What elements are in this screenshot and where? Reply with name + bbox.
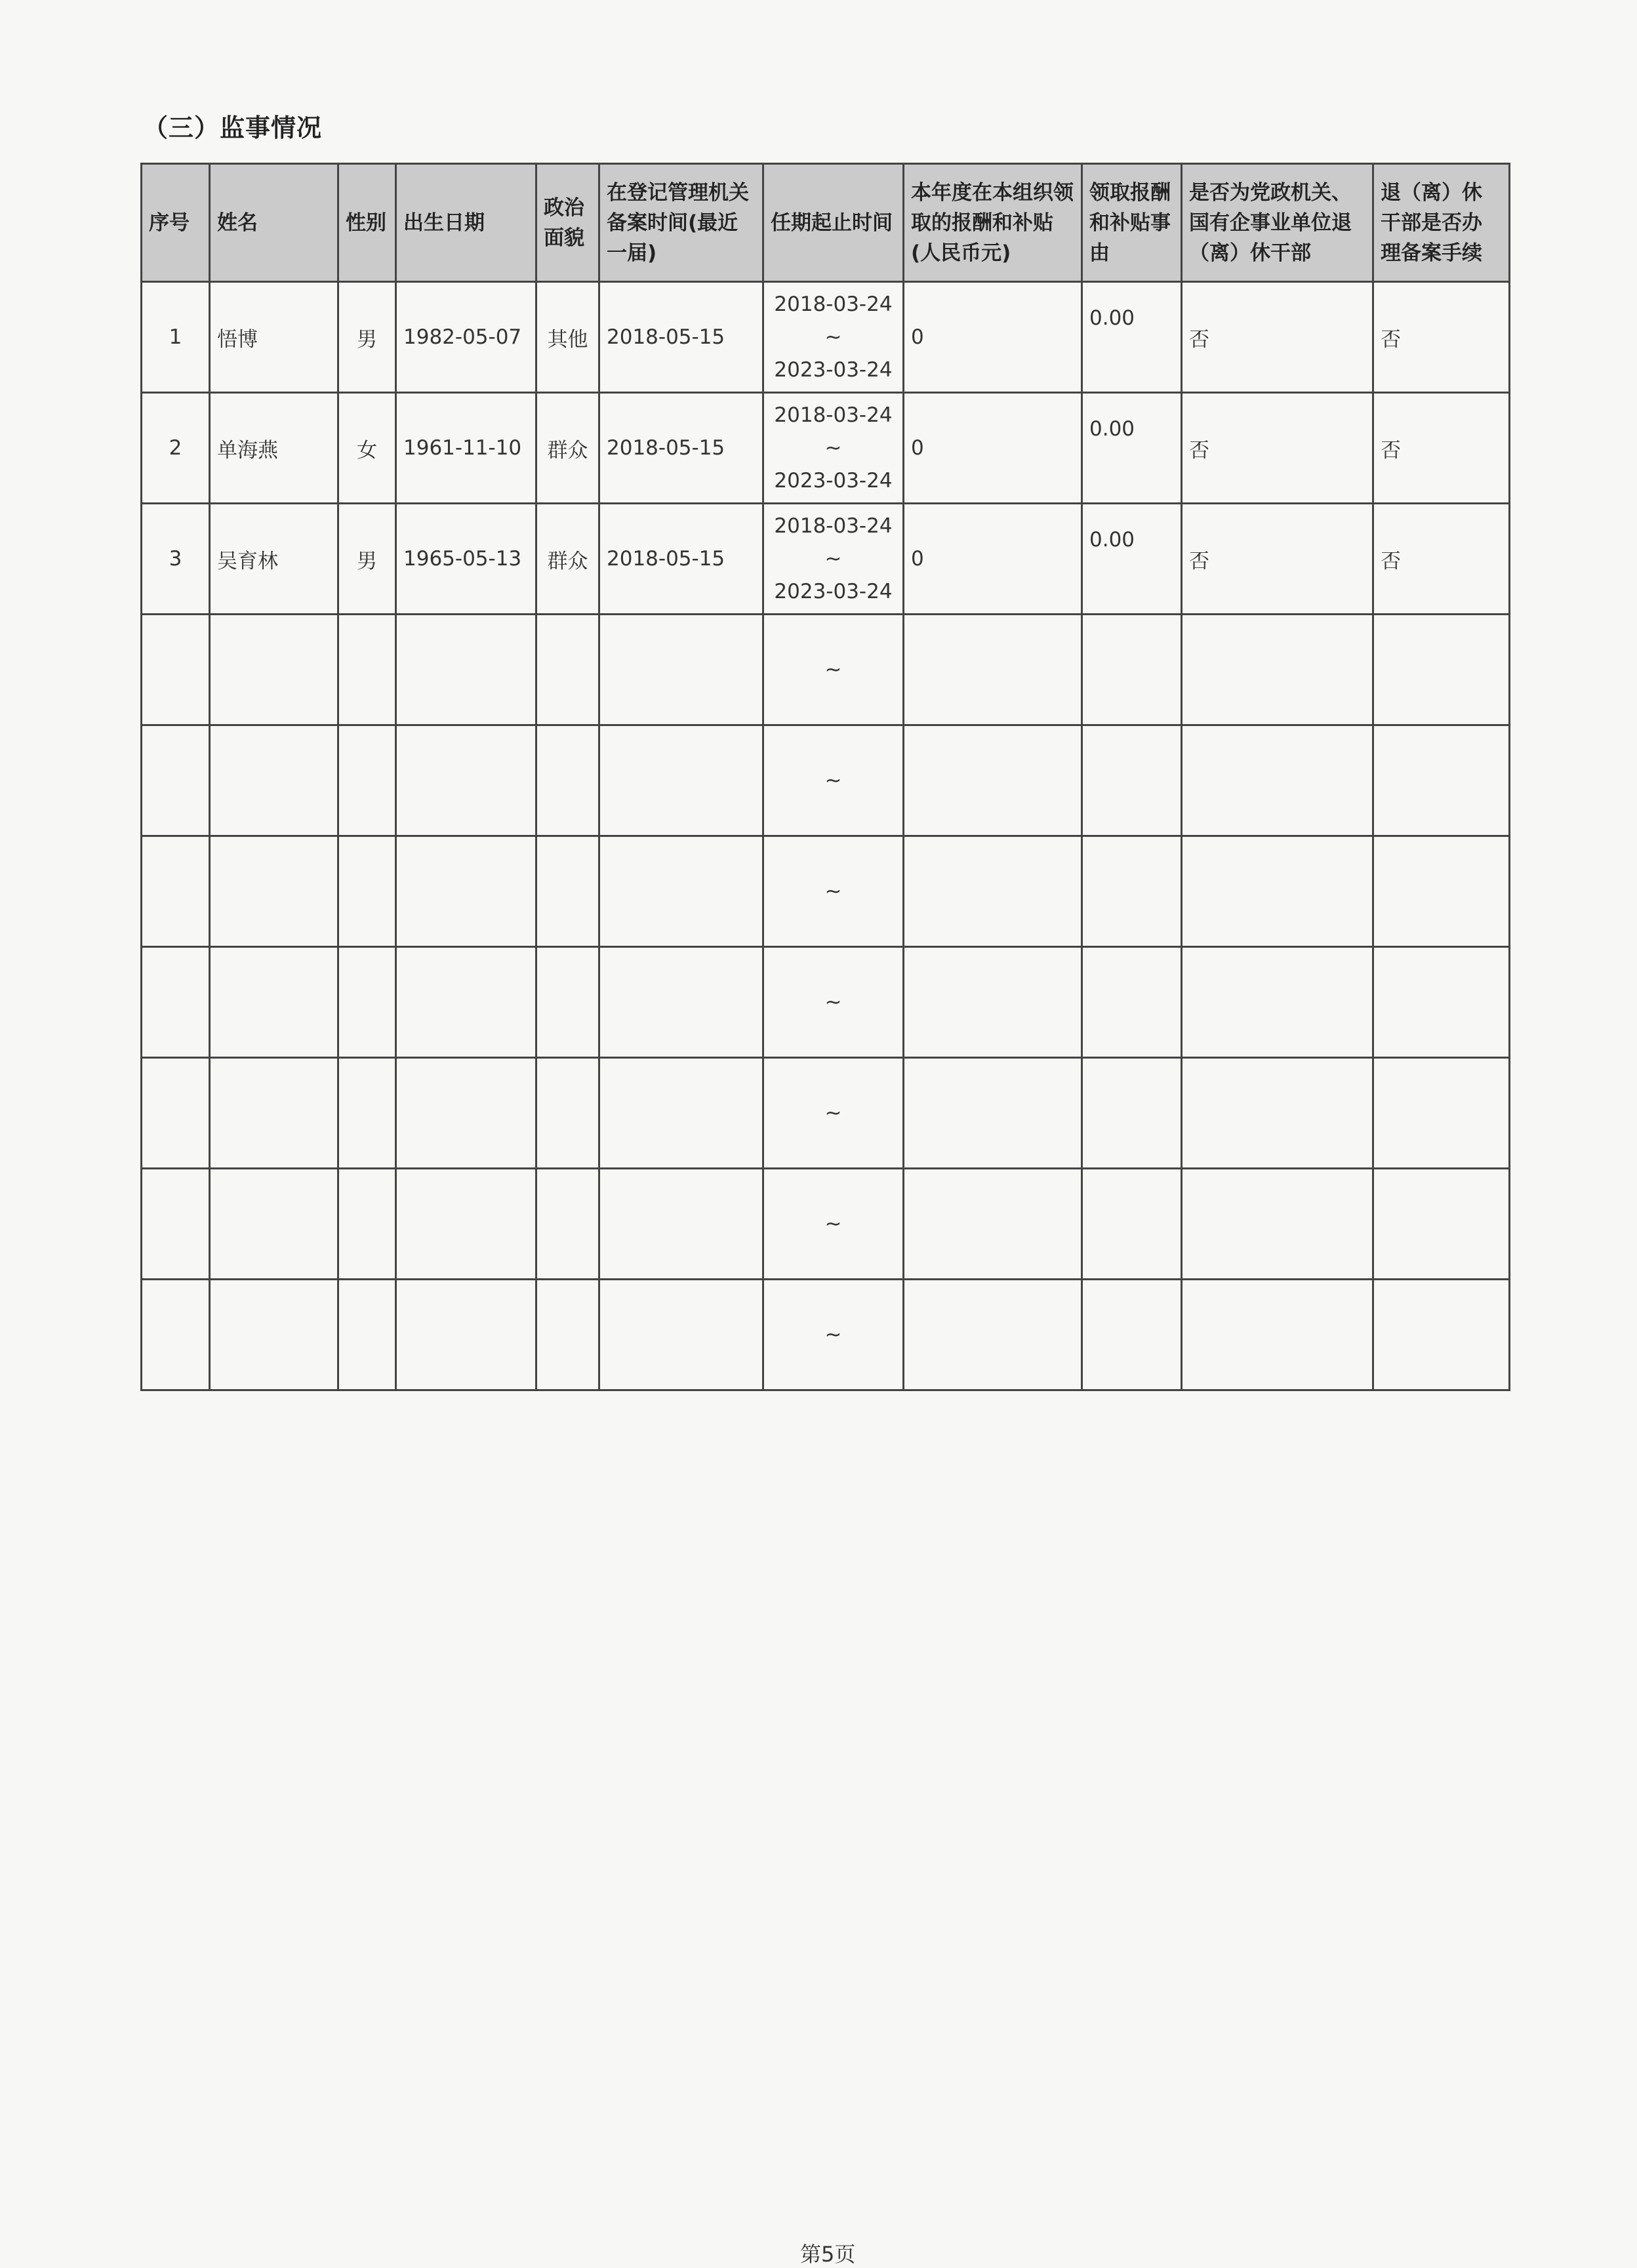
cell-birth-date: 1982-05-07: [396, 282, 536, 393]
cell-birth-date: [396, 1058, 536, 1169]
cell-remuneration-reason: 0.00: [1082, 282, 1182, 393]
term-start: 2018-03-24: [774, 514, 893, 538]
section-title: （三）监事情况: [143, 113, 323, 142]
cell-name: [210, 725, 338, 836]
cell-name: [210, 615, 338, 725]
term-sep: ~: [824, 769, 842, 792]
cell-remuneration: [904, 1169, 1082, 1280]
cell-political-status: [536, 947, 599, 1058]
cell-name: [210, 1058, 338, 1169]
table-row: [142, 1169, 1510, 1280]
cell-term: [763, 1169, 904, 1280]
table-row: [142, 1058, 1510, 1169]
cell-gender: 男: [338, 282, 396, 393]
header-political-status: 政治面貌: [536, 164, 599, 282]
cell-birth-date: 1961-11-10: [396, 393, 536, 504]
cell-gender: [338, 1169, 396, 1280]
cell-name: 悟博: [210, 282, 338, 393]
cell-term: [763, 1058, 904, 1169]
cell-filing-date: [599, 615, 763, 725]
cell-term: [763, 504, 904, 615]
cell-political-status: [536, 836, 599, 947]
header-filing-date: 在登记管理机关备案时间(最近一届): [599, 164, 763, 282]
cell-retired-filing: [1373, 836, 1510, 947]
cell-gender: 女: [338, 393, 396, 504]
cell-remuneration-reason: [1082, 615, 1182, 725]
cell-term: [763, 393, 904, 504]
cell-seq: [142, 1280, 210, 1390]
cell-gender: [338, 1280, 396, 1390]
cell-retired-cadre: [1182, 947, 1373, 1058]
supervisors-table: [140, 163, 1510, 1391]
cell-remuneration: [904, 725, 1082, 836]
cell-gender: [338, 947, 396, 1058]
cell-remuneration: 0: [904, 282, 1082, 393]
cell-term: [763, 1280, 904, 1390]
cell-birth-date: [396, 836, 536, 947]
cell-retired-filing: [1373, 947, 1510, 1058]
cell-remuneration-reason: [1082, 1169, 1182, 1280]
cell-term: [763, 947, 904, 1058]
cell-birth-date: [396, 1169, 536, 1280]
term-end: 2023-03-24: [774, 469, 893, 493]
cell-retired-filing: [1373, 1169, 1510, 1280]
cell-retired-filing: 否: [1373, 282, 1510, 393]
cell-gender: [338, 725, 396, 836]
cell-remuneration-reason: [1082, 947, 1182, 1058]
cell-term: [763, 615, 904, 725]
header-remuneration: 本年度在本组织领取的报酬和补贴(人民币元): [904, 164, 1082, 282]
cell-filing-date: 2018-05-15: [599, 504, 763, 615]
cell-retired-filing: [1373, 725, 1510, 836]
cell-name: 单海燕: [210, 393, 338, 504]
cell-retired-filing: [1373, 1058, 1510, 1169]
header-birth-date: 出生日期: [396, 164, 536, 282]
cell-remuneration-reason: [1082, 725, 1182, 836]
header-retired-filing: 退（离）休干部是否办理备案手续: [1373, 164, 1510, 282]
cell-seq: [142, 836, 210, 947]
cell-seq: [142, 615, 210, 725]
header-seq: 序号: [142, 164, 210, 282]
cell-remuneration: [904, 615, 1082, 725]
cell-filing-date: 2018-05-15: [599, 393, 763, 504]
cell-political-status: 其他: [536, 282, 599, 393]
cell-birth-date: [396, 1280, 536, 1390]
cell-political-status: 群众: [536, 393, 599, 504]
term-sep: ~: [824, 880, 842, 903]
term-sep: ~: [824, 1212, 842, 1236]
cell-gender: [338, 836, 396, 947]
cell-name: [210, 1280, 338, 1390]
cell-political-status: [536, 725, 599, 836]
cell-seq: 2: [142, 393, 210, 504]
cell-birth-date: [396, 947, 536, 1058]
cell-filing-date: [599, 836, 763, 947]
table-body: [142, 282, 1510, 1390]
term-sep: ~: [824, 990, 842, 1014]
cell-birth-date: [396, 725, 536, 836]
cell-retired-filing: [1373, 1280, 1510, 1390]
term-sep: ~: [824, 436, 842, 460]
table-row: [142, 393, 1510, 504]
cell-remuneration-reason: [1082, 836, 1182, 947]
cell-remuneration: [904, 1058, 1082, 1169]
table-row: [142, 836, 1510, 947]
cell-gender: 男: [338, 504, 396, 615]
page-number: 第5页: [800, 2242, 856, 2267]
cell-remuneration-reason: [1082, 1280, 1182, 1390]
term-sep: ~: [824, 547, 842, 571]
cell-political-status: 群众: [536, 504, 599, 615]
term-end: 2023-03-24: [774, 580, 893, 603]
cell-remuneration: 0: [904, 504, 1082, 615]
cell-filing-date: [599, 1169, 763, 1280]
cell-gender: [338, 615, 396, 725]
term-sep: ~: [824, 658, 842, 681]
cell-remuneration: [904, 836, 1082, 947]
cell-remuneration-reason: [1082, 1058, 1182, 1169]
cell-name: [210, 1169, 338, 1280]
cell-remuneration-reason: 0.00: [1082, 504, 1182, 615]
header-remuneration-reason: 领取报酬和补贴事由: [1082, 164, 1182, 282]
cell-retired-cadre: [1182, 1169, 1373, 1280]
cell-retired-cadre: [1182, 836, 1373, 947]
cell-filing-date: [599, 947, 763, 1058]
cell-term: [763, 725, 904, 836]
header-gender: 性别: [338, 164, 396, 282]
header-name: 姓名: [210, 164, 338, 282]
cell-retired-filing: 否: [1373, 393, 1510, 504]
term-end: 2023-03-24: [774, 358, 893, 382]
term-start: 2018-03-24: [774, 403, 893, 427]
cell-remuneration-reason: 0.00: [1082, 393, 1182, 504]
term-start: 2018-03-24: [774, 293, 893, 316]
header-term: 任期起止时间: [763, 164, 904, 282]
cell-retired-cadre: [1182, 725, 1373, 836]
cell-seq: [142, 1169, 210, 1280]
cell-seq: [142, 725, 210, 836]
cell-retired-cadre: [1182, 1280, 1373, 1390]
cell-political-status: [536, 1169, 599, 1280]
cell-seq: [142, 947, 210, 1058]
cell-name: [210, 947, 338, 1058]
cell-political-status: [536, 1058, 599, 1169]
cell-name: [210, 836, 338, 947]
cell-remuneration: 0: [904, 393, 1082, 504]
cell-retired-filing: [1373, 615, 1510, 725]
cell-filing-date: 2018-05-15: [599, 282, 763, 393]
table-header-row: [142, 164, 1510, 282]
cell-filing-date: [599, 1058, 763, 1169]
table-row: [142, 615, 1510, 725]
cell-seq: 1: [142, 282, 210, 393]
cell-name: 吴育林: [210, 504, 338, 615]
cell-seq: 3: [142, 504, 210, 615]
cell-retired-cadre: 否: [1182, 504, 1373, 615]
cell-term: [763, 282, 904, 393]
table-row: [142, 282, 1510, 393]
cell-birth-date: [396, 615, 536, 725]
term-sep: ~: [824, 1101, 842, 1125]
cell-gender: [338, 1058, 396, 1169]
cell-remuneration: [904, 1280, 1082, 1390]
cell-retired-filing: 否: [1373, 504, 1510, 615]
cell-retired-cadre: 否: [1182, 282, 1373, 393]
cell-term: [763, 836, 904, 947]
table-row: [142, 725, 1510, 836]
cell-political-status: [536, 615, 599, 725]
table-row: [142, 504, 1510, 615]
header-retired-cadre: 是否为党政机关、国有企事业单位退（离）休干部: [1182, 164, 1373, 282]
table-row: [142, 947, 1510, 1058]
cell-remuneration: [904, 947, 1082, 1058]
cell-political-status: [536, 1280, 599, 1390]
cell-birth-date: 1965-05-13: [396, 504, 536, 615]
cell-retired-cadre: 否: [1182, 393, 1373, 504]
term-sep: ~: [824, 325, 842, 349]
table-row: [142, 1280, 1510, 1390]
cell-retired-cadre: [1182, 1058, 1373, 1169]
cell-retired-cadre: [1182, 615, 1373, 725]
cell-seq: [142, 1058, 210, 1169]
cell-filing-date: [599, 725, 763, 836]
term-sep: ~: [824, 1323, 842, 1347]
cell-filing-date: [599, 1280, 763, 1390]
